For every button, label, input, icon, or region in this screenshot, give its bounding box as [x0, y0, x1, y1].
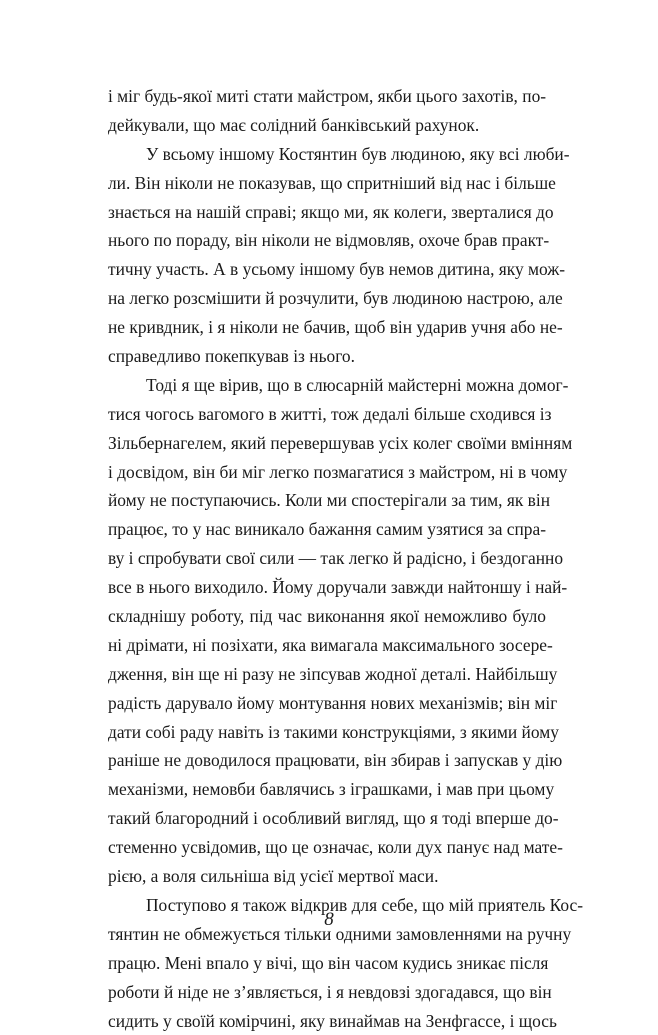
text-line: ли. Він ніколи не показував, що спритніший від нас і більше	[108, 169, 546, 198]
text-line: все в нього виходило. Йому доручали завжди найтоншу і най-	[108, 573, 546, 602]
text-line: Тоді я ще вірив, що в слюсарній майстерні можна домог-	[108, 371, 546, 400]
text-line: і міг будь-якої миті стати майстром, якби цього захотів, по-	[108, 82, 546, 111]
text-line: тичну участь. А в усьому іншому був немов дитина, яку мож-	[108, 255, 546, 284]
text-line: тянтин не обмежується тільки одними замовленнями на ручну	[108, 920, 546, 949]
text-line: Поступово я також відкрив для себе, що мій приятель Кос-	[108, 891, 546, 920]
text-line: складнішу роботу, під час виконання якої неможливо було	[108, 602, 546, 631]
text-line: роботи й ніде не з’являється, і я невдовзі здогадався, що він	[108, 978, 546, 1007]
text-line: ні дрімати, ні позіхати, яка вимагала максимального зосере-	[108, 631, 546, 660]
text-line: дейкували, що має солідний банківський рахунок.	[108, 111, 546, 140]
text-line: і досвідом, він би міг легко позмагатися з майстром, ні в чому	[108, 458, 546, 487]
text-line: тися чогось вагомого в житті, тож дедалі більше сходився із	[108, 400, 546, 429]
text-line: ву і спробувати свої сили — так легко й радісно, і бездоганно	[108, 544, 546, 573]
text-line: сидить у своїй комірчині, яку винаймав на Зенфгассе, і щось	[108, 1007, 546, 1035]
text-line: знається на нашій справі; якщо ми, як колеги, зверталися до	[108, 198, 546, 227]
text-line: йому не поступаючись. Коли ми спостерігали за тим, як він	[108, 486, 546, 515]
text-line: такий благородний і особливий вигляд, що я тоді вперше до-	[108, 804, 546, 833]
text-line: дати собі раду навіть із такими конструкціями, з якими йому	[108, 718, 546, 747]
page-number: 8	[0, 909, 658, 931]
text-line: У всьому іншому Костянтин був людиною, яку всі люби-	[108, 140, 546, 169]
text-line: радість дарувало йому монтування нових механізмів; він міг	[108, 689, 546, 718]
text-line: рією, а воля сильніша від усієї мертвої маси.	[108, 862, 546, 891]
text-line: стеменно усвідомив, що це означає, коли дух панує над мате-	[108, 833, 546, 862]
text-line: раніше не доводилося працювати, він збирав і запускав у дію	[108, 746, 546, 775]
text-line: нього по пораду, він ніколи не відмовляв, охоче брав практ-	[108, 226, 546, 255]
text-line: на легко розсмішити й розчулити, був людиною настрою, але	[108, 284, 546, 313]
text-line: дження, він ще ні разу не зіпсував жодної деталі. Найбільшу	[108, 660, 546, 689]
text-line: працю. Мені впало у вічі, що він часом кудись зникає після	[108, 949, 546, 978]
text-line: справедливо покепкував із нього.	[108, 342, 546, 371]
text-line: працює, то у нас виникало бажання самим узятися за спра-	[108, 515, 546, 544]
text-line: Зільбернагелем, який перевершував усіх колег своїми вмінням	[108, 429, 546, 458]
text-line: не кривдник, і я ніколи не бачив, щоб він ударив учня або не-	[108, 313, 546, 342]
text-line: механізми, немовби бавлячись з іграшками, і мав при цьому	[108, 775, 546, 804]
body-text	[108, 82, 546, 1035]
